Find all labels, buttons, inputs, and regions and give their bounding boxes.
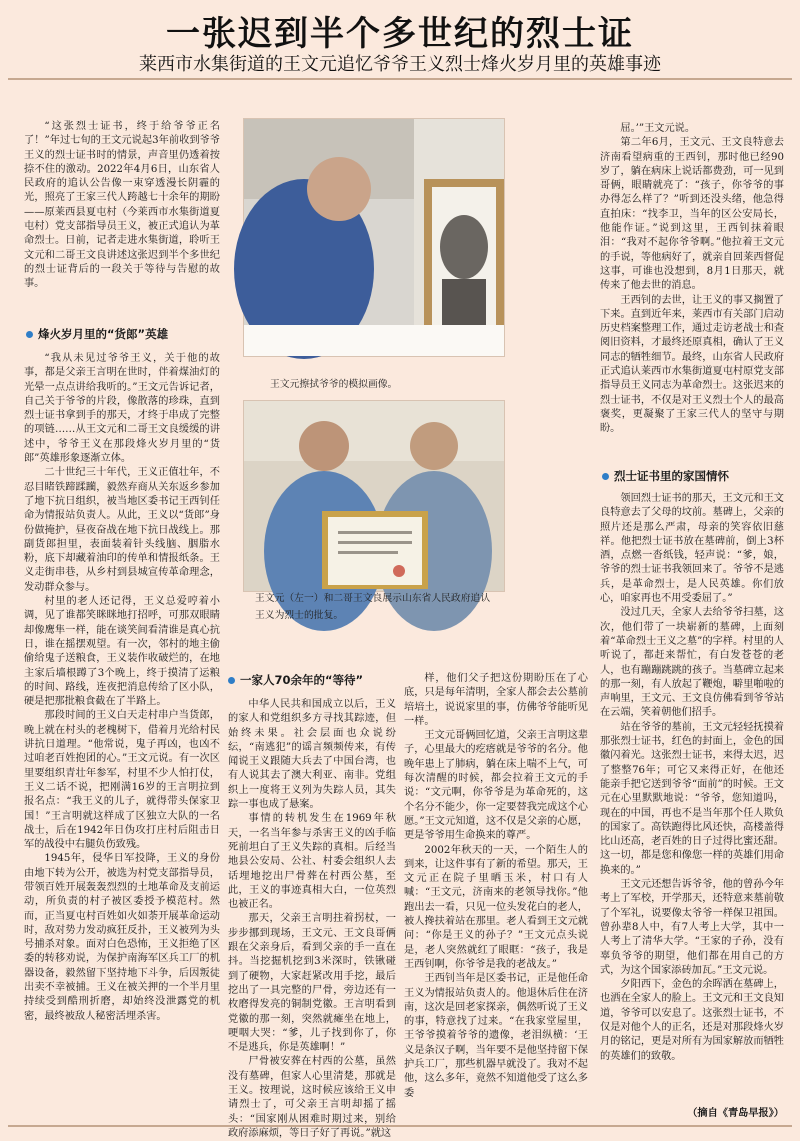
paragraph: 1945年，侵华日军投降，王义的身份由地下转为公开，被选为村党支部指导员，带领百姓开展轰轰烈烈的土地革命及支前运动，所负责的村子被区委授予模范村。然而，正当夏屯村百姓如火如荼开展革命运动时，敌对势力发动疯狂反扑，王义被列为头号捕杀对象。面对白色恐怖，王义拒绝了区委的转移劝说，为保护南海军区兵工厂的机器设备，毅然留下坚持地下斗争，后因叛徒出卖不幸被捕。王义在被关押的一个半月里持续受到酷刑折磨，却始终没泄露党的机密，最终被敌人秘密活埋杀害。 bbox=[24, 853, 220, 1022]
paragraph: 事情的转机发生在1969年秋天，一名当年参与杀害王义的凶手临死前坦白了王义失踪的真相。后经当地县公安局、公社、村委会组织人去话埋地挖出尸骨葬在村西公墓，至此，王义的事迹真相大白，一位英烈也被正名。 bbox=[228, 813, 396, 911]
column-4-top bbox=[600, 122, 784, 458]
section-heading-text: 烈士证书里的家国情怀 bbox=[614, 469, 729, 483]
bottom-divider bbox=[8, 1125, 792, 1127]
column-1-intro bbox=[24, 120, 220, 318]
column-3-body bbox=[404, 672, 588, 1122]
paragraph: 屈。’”王文元说。 bbox=[620, 123, 696, 134]
photo-caption-2: 王文元（左一）和二哥王文良展示山东省人民政府追认王义为烈士的批复。 bbox=[255, 593, 491, 621]
paragraph: 王西钊的去世，让王义的事又搁置了下来。直到近年来，莱西市有关部门启动历史档案整理工作，通过走访老战士和查阅旧资料，才最终还原真相，确认了王义同志的牺牲细节。最终，山东省人民政府正式追认莱西市水集街道夏屯村原党支部指导员王义同志为革命烈士。这张迟来的烈士证书，不仅是对王义烈士个人的最高褒奖，更凝聚了王家三代人的坚守与期盼。 bbox=[600, 294, 784, 435]
paragraph: 王文元还想告诉爷爷，他的曾孙今年考上了军校，开学那天，还特意来墓前敬了个军礼，说要像太爷爷一样保卫祖国。曾孙辈8人中，有7人考上大学，其中一人考上了清华大学。“王家的子孙，没有辜负爷爷的期望，他们都在用自己的方式，为这个国家添砖加瓦。”王文元说。 bbox=[600, 879, 784, 976]
paragraph: 尸骨被安葬在村西的公墓，虽然没有墓碑，但家人心里清楚，那就是王义。按理说，这时候应该给王义申请烈士了，可父亲王言明却摇了摇头：“国家刚从困难时期过来，别给政府添麻烦，等日子好了再说。”就这 bbox=[228, 1056, 396, 1139]
paragraph: 2002年秋天的一天，一个陌生人的到来，让这件事有了新的希望。那天，王文元正在院子里晒玉米，村口有人喊：“王文元，济南来的老领导找你。”他跑出去一看，只见一位头发花白的老人，被人搀扶着站在那里。老人看到王文元就问：“你是王义的孙子？”王文元点头说是，老人突然就红了眼眶：“孩子，我是王西钊啊，你爷爷是我的老战友。” bbox=[404, 844, 588, 970]
photo-caption-1: 王文元擦拭爷爷的模拟画像。 bbox=[270, 379, 398, 390]
bullet-dot-icon bbox=[228, 677, 235, 684]
paragraph: 王文元哥俩回忆道，父亲王言明这辈子，心里最大的疙瘩就是爷爷的名分。他晚年患上了肺病，躺在床上喘不上气，可每次清醒的时候，都会拉着王文元的手说：“文元啊，你爷爷是为革命死的，这个名分不能少，你一定要替我完成这个心愿。”王文元知道，这不仅是父亲的心愿，更是爷爷用生命换来的尊严。 bbox=[404, 730, 588, 842]
paragraph: “我从未见过爷爷王义，关于他的故事，都是父亲王言明在世时，伴着煤油灯的光晕一点点讲给我听的。”王文元告诉记者，自己关于爷爷的片段，像散落的珍珠，直到烈士证书拿到手的那天，才终于串成了完整的项链……从王文元和二哥王文良缓缓的讲述中，爷爷王义在那段烽火岁月里的“货郎”英雄形象逐渐立体。 bbox=[24, 353, 220, 465]
paragraph: 夕阳西下，金色的余晖洒在墓碑上，也洒在全家人的脸上。王文元和王文良知道，爷爷可以安息了。这张烈士证书，不仅是对他个人的正名，还是对那段烽火岁月的铭记，更是对所有为国家解放而牺牲的英雄们的致敬。 bbox=[600, 979, 784, 1062]
paragraph: 样，他们父子把这份期盼压在了心底，只是每年清明，全家人都会去公墓前培培土，说说家里的事，仿佛爷爷能听见一样。 bbox=[404, 673, 588, 727]
paragraph: 那段时间的王义白天走村串户当货郎，晚上就在村头的老槐树下，借着月光给村民讲抗日道理。“他常说，鬼子再凶，也凶不过咱老百姓抱团的心。”王文元说。有一次区里要组织青壮年参军，村里不少人怕打仗，王义二话不说，把刚满16岁的王言明拉到报名点：“我王义的儿子，就得带头保家卫国！”王言明就这样成了区独立大队的一名战士，后在1942年日伪攻打庄村后阻击日军的战役中右腿负伤致残。 bbox=[24, 710, 220, 851]
paragraph: 没过几天，全家人去给爷爷扫墓，这次，他们带了一块崭新的墓碑，上面刻着“革命烈士王义之墓”的字样。村里的人听说了，都赶来帮忙，有白发苍苍的老人，也有蹦蹦跳跳的孩子。当墓碑立起来的那一刻，有人放起了鞭炮，噼里啪啦的声响里，王文元、王文良仿佛看到爷爷站在云端，笑着朝他们招手。 bbox=[600, 607, 784, 719]
section-heading-text: 烽火岁月里的“货郎”英雄 bbox=[38, 327, 169, 341]
paragraph: 第二年6月，王文元、王文良特意去济南看望病重的王西钊，那时他已经90岁了，躺在病床上说话都费劲，可一见到哥俩，眼睛就亮了：“孩子，你爷爷的事办得怎么样了？”听到还没头绪，他急得直拍床：“找李卫，当年的区公安局长，他能作证。”说到这里，王西钊抹着眼泪：“我对不起你爷爷啊。”他拉着王文元的手说，等他病好了，就亲自回莱西督促这事，可谁也没想到，8月1日那天，就传来了他去世的消息。 bbox=[600, 137, 784, 292]
section-heading-text: 一家人70余年的“等待” bbox=[240, 673, 364, 687]
page-title: 一张迟到半个多世纪的烈士证 bbox=[166, 14, 634, 54]
column-4-body bbox=[600, 492, 784, 1104]
source-credit: （摘自《青岛早报》） bbox=[687, 1107, 784, 1119]
column-2-body bbox=[228, 698, 396, 1139]
photo-brothers-certificate bbox=[243, 400, 505, 592]
paragraph: 二十世纪三十年代，王义正值壮年，不忍目睹铁蹄蹂躏，毅然弃商从关东返乡参加了地下抗日组织，被当地区委书记王西钊任命为情报站负责人。从此，王义以“货郎”身份做掩护，昼夜奋战在地下抗日战线上。那副货郎担里，表面装着针头线脑、胭脂水粉，底下却藏着油印的传单和情报纸条。王义走街串巷，从乡村到县城宣传革命理念，发动群众参与。 bbox=[24, 467, 220, 593]
paragraph: 站在爷爷的墓前，王文元轻轻抚摸着那张烈士证书，红色的封面上，金色的国徽闪着光。这张烈士证书，来得太迟，迟了整整76年；可它又来得正好，在他还能亲手把它送到爷爷“面前”的时候。王文元在心里默默地说：“爷爷，您知道吗，现在的中国，再也不是当年那个任人欺负的国家了。高铁跑得比风还快，高楼盖得比山还高，老百姓的日子过得比蜜还甜。这一切，都是您和像您一样的英雄们用命换来的。” bbox=[600, 721, 784, 876]
page-subtitle: 莱西市水集街道的王文元追忆爷爷王义烈士烽火岁月里的英雄事迹 bbox=[139, 54, 661, 75]
paragraph: “这张烈士证书，终于给爷爷正名了！”年过七旬的王文元说起3年前收到爷爷王义的烈士证书时的情景，声音里仍透着按捺不住的激动。2022年4月6日，山东省人民政府的追认公告像一束穿透漫长阴霾的光，照亮了王家三代人跨越七十余年的期盼——原莱西县夏屯村（今莱西市水集街道夏屯村）党支部指导员王义，被正式追认为革命烈士。日前，记者走进水集街道，聆听王文元和二哥王文良讲述这张迟到半个多世纪的烈士证背后的一段关于等待与告慰的故事。 bbox=[24, 121, 220, 290]
section-heading-3 bbox=[602, 468, 729, 484]
bullet-dot-icon bbox=[26, 331, 33, 338]
section-heading-2 bbox=[228, 672, 363, 688]
section-heading-1 bbox=[26, 326, 168, 342]
photo-portrait-wiping-image bbox=[244, 119, 504, 356]
column-1-body bbox=[24, 352, 220, 1122]
photo-portrait-wiping bbox=[243, 118, 505, 357]
photo-brothers-certificate-image bbox=[244, 401, 504, 591]
paragraph: 村里的老人还记得，王义总爱哼着小调，见了谁都笑眯眯地打招呼，可那双眼睛却像鹰隼一样，能在谈笑间看清谁是真心抗日，谁在摇摆观望。有一次，邻村的地主偷偷给鬼子送粮食，王义装作收破烂的，在地主家后墙根蹲了3个晚上，终于摸清了运粮的时间、路线，连夜把消息传给了区小队，硬是把那批粮食截在了半路上。 bbox=[24, 596, 220, 708]
top-divider bbox=[8, 78, 792, 80]
paragraph: 王西钊当年是区委书记，正是他任命王义为情报站负责人的。他退休后住在济南，这次是回老家探亲，偶然听说了王义的事，特意找了过来。“在我家堂屋里，王爷爷摸着爷爷的遗像，老泪纵横：‘王义是条汉子啊，当年要不是他坚持留下保护兵工厂，那些机器早就没了。我对不起他，这么多年，竟然不知道他受了这么多委 bbox=[404, 973, 588, 1099]
paragraph: 中华人民共和国成立以后，王义的家人和党组织多方寻找其踪迹，但始终未果。社会层面也众说纷纭，“南逃犯”的谣言频频传来，有传闻说王义跟随大兵去了中国台湾，也有人说其去了澳大利亚、南非。党组织上一度将王义列为失踪人员，其失踪一事也成了悬案。 bbox=[228, 699, 396, 811]
paragraph: 领回烈士证书的那天，王文元和王文良特意去了父母的坟前。墓碑上，父亲的照片还是那么严肃，母亲的笑容依旧慈祥。他把烈士证书放在墓碑前，倒上3杯酒，点燃一沓纸钱，轻声说：“爹，娘，爷爷的烈士证书我领回来了。爷爷不是逃兵，是革命烈士，是人民英雄。你们放心，咱家再也不用受委屈了。” bbox=[600, 493, 784, 605]
bullet-dot-icon bbox=[602, 473, 609, 480]
paragraph: 那天，父亲王言明拄着拐杖，一步步挪到现场，王文元、王文良哥俩跟在父亲身后，看到父亲的手一直在抖。当挖掘机挖到3米深时，铁锹碰到了硬物，大家赶紧改用手挖，最后挖出了一具完整的尸骨，旁边还有一枚磨得发亮的铜制党徽。王言明看到党徽的那一刻，突然就瘫坐在地上，哽咽大哭：“爹，儿子找到你了，你不是逃兵，你是英雄啊！” bbox=[228, 913, 396, 1054]
